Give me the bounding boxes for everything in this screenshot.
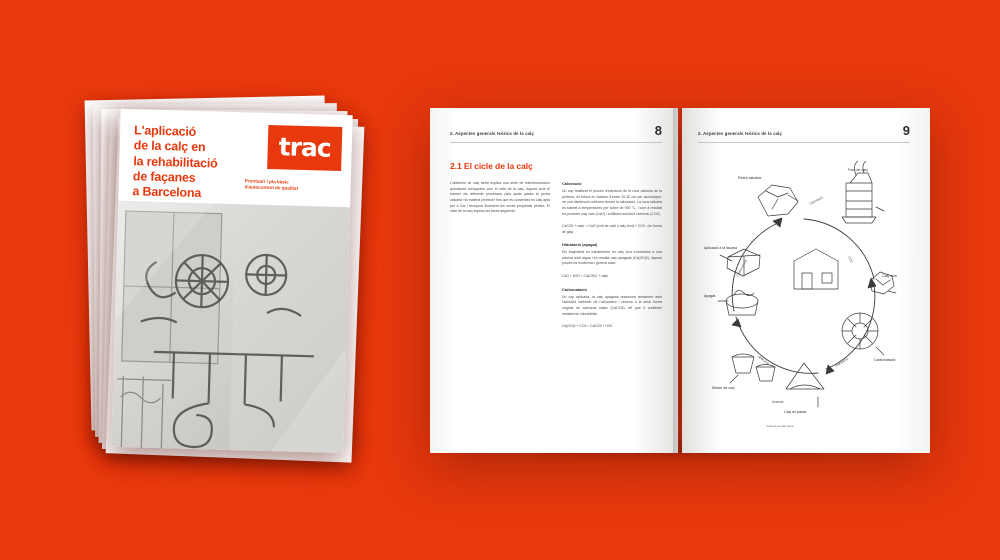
- diagram-edge-label: Aplicació: [757, 354, 770, 366]
- subheading: Hidratació (apagat): [562, 242, 598, 248]
- running-head-right: [698, 124, 910, 143]
- cover-title-line: la rehabilitació: [133, 153, 218, 171]
- cover-subtitle: [245, 178, 341, 193]
- booklet-stack: [70, 90, 380, 460]
- running-head-text: 2. Aspectes generals teòrics de la calç: [450, 131, 535, 136]
- text-block: [562, 181, 662, 235]
- booklet-cover: [111, 109, 352, 453]
- open-book-spread: [430, 108, 930, 453]
- page-right: [682, 108, 930, 453]
- subheading: Calcinació: [562, 181, 582, 186]
- column-right: [562, 181, 662, 337]
- text-block: [562, 242, 662, 279]
- diagram-caption: Cicle de la calç aèria: [766, 424, 794, 428]
- folio-number: 8: [654, 123, 662, 138]
- trac-logo: trac: [267, 125, 342, 171]
- diagram-node-label: Apagat: [704, 294, 716, 298]
- folio-number: 9: [902, 123, 910, 138]
- column-left: [450, 181, 550, 337]
- text-columns: [450, 181, 662, 337]
- diagram-edge-label: Hidratació: [834, 356, 849, 368]
- diagram-node-label: Morter de calç: [712, 386, 735, 390]
- diagram-node-label: Pedra calcària: [738, 176, 761, 180]
- chemical-formula: CaO + H2O = Ca(OH)2 + calor: [562, 274, 609, 279]
- body-paragraph: L'obtenció de calç aèria implica una sèrie de transformacions químiques conegudes com el cicle de la calç. Aquest cicle el formen els diferents processos pels quals passa la pedra calcària «la matèria primera» fins que es converteix en calç apta per a l'ús i recupera finalment les seves propietats pètries. El cicle de la calç implica les fases següents:: [450, 181, 550, 214]
- chemical-formula: CaCO3 + calor = CaO (òxid de calci o calç viva) + CO2↑ (en forma de gas): [562, 224, 662, 234]
- diagram-edge-label: Assecat: [772, 400, 784, 404]
- lime-cycle-diagram: [698, 161, 910, 433]
- diagram-edge-label: Calcinació: [808, 195, 824, 206]
- diagram-node-label: Aplicació a la façana: [704, 246, 737, 250]
- cover-title-line: de la calç en: [133, 138, 206, 155]
- diagram-node-label: Calç en pasta: [784, 410, 806, 414]
- body-paragraph: Un cop aplicada, la calç apagada reacciona lentament amb l'anhídrid carbònic de l'atmosfera i retorna a la seva forma original de carbonat càlcic (CaCO3), fet que li confereix resistència i durabilitat.: [562, 294, 662, 316]
- body-paragraph: Un cop finalitzat el procés d'extracció de la roca calcària de la pedrera, es tritura en trossos d'entre 10-30 cm per aconseguir-ne una distribució uniforme durant la calcinació. La roca calcària es sotmet a temperatures per sobre de 900 °C, i com a resultat es produeix calç viva (CaO) i s'allibera anhídrid carbònic (CO2).: [562, 189, 662, 216]
- cover-title-line: a Barcelona: [132, 184, 202, 201]
- diagram-node-label: Forn de calç: [848, 168, 868, 172]
- cover-subtitle-line: Prontuari i pla bàsic: [244, 178, 289, 185]
- cover-photograph: [111, 201, 350, 453]
- cover-header: [118, 109, 352, 207]
- diagram-edge-label: CO2: [847, 255, 854, 264]
- cover-title: [132, 123, 269, 203]
- cover-title-line: L'aplicació: [133, 123, 197, 139]
- text-block: [562, 287, 662, 330]
- cover-subtitle-line: d'autocontrol de qualitat: [244, 184, 299, 191]
- diagram-node-label: Calç viva: [882, 274, 897, 278]
- running-head-text: 2. Aspectes generals teòrics de la calç: [698, 131, 783, 136]
- page-left: [430, 108, 678, 453]
- chemical-formula: Ca(OH)2 + CO2 = CaCO3 + H2O: [562, 324, 613, 329]
- subheading: Carbonatació: [562, 286, 587, 292]
- running-head-left: [450, 124, 662, 143]
- cover-title-line: de façanes: [132, 168, 196, 185]
- body-paragraph: Els fragments es transformen en calç viva s'obtindran a una piscina amb aigua i en resulta calç apagada (Ca(OH)2). Aquest procés és exotèrmic i genera calor.: [562, 250, 662, 266]
- diagram-edge-label: Carbonatació: [735, 258, 748, 278]
- section-title: 2.1 El cicle de la calç: [450, 161, 533, 171]
- diagram-node-label: Carbonatació: [874, 358, 896, 362]
